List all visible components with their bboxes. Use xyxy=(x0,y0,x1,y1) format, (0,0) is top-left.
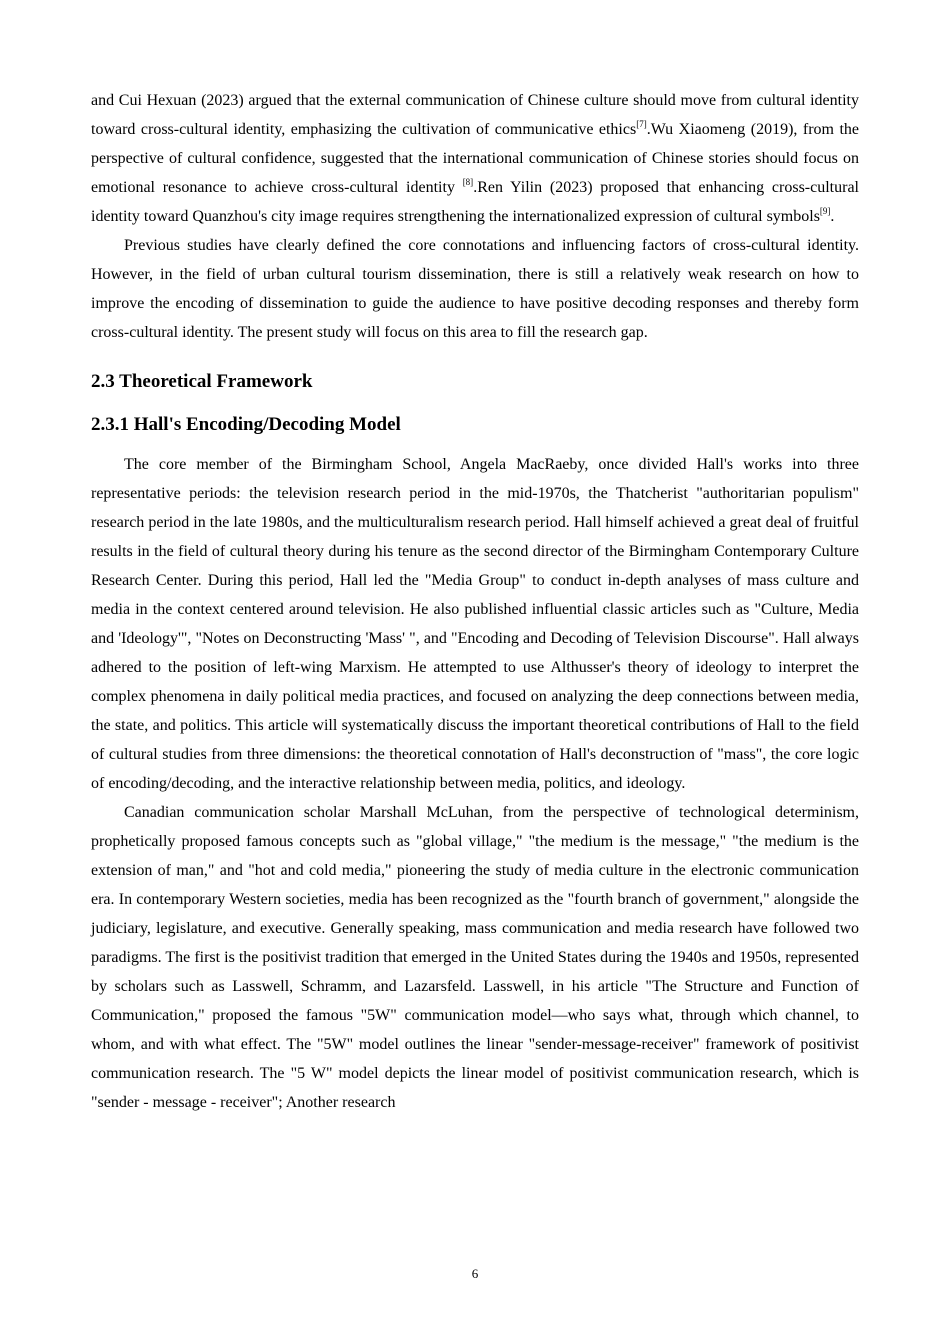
page-number: 6 xyxy=(471,1266,479,1281)
paragraph-hall-periods: The core member of the Birmingham School, Angela MacRaeby, once divided Hall's works into three representative periods: the television research period in the mid-1970s, the Thatcherist "authoritarian populism" research period in the late 1980s, and the multiculturalism research period. Hall himself achieved a great deal of fruitful results in the field of cultural theory during his tenure as the second director of the Birmingham Contemporary Culture Research Center. During this period, Hall led the "Media Group" to conduct in-depth analyses of mass culture and media in the context centered around television. He also published influential classic articles such as "Culture, Media and 'Ideology'", "Notes on Deconstructing 'Mass' ", and "Encoding and Decoding of Television Discourse". Hall always adhered to the position of left-wing Marxism. He attempted to use Althusser's theory of ideology to interpret the complex phenomena in daily political media practices, and focused on analyzing the deep connections between media, the state, and politics. This article will systematically discuss the important theoretical contributions of Hall to the field of cultural studies from three dimensions: the theoretical connotation of Hall's deconstruction of "mass", the core logic of encoding/decoding, and the interactive relationship between media, politics, and ideology. xyxy=(91,456,859,792)
citation-8: [8] xyxy=(462,177,474,187)
subsection-heading: 2.3.1 Hall's Encoding/Decoding Model xyxy=(91,414,401,435)
citation-7: [7] xyxy=(636,119,647,129)
paragraph-literature-review-end: and Cui Hexuan (2023) argued that the external communication of Chinese culture should move from cultural identity toward cross-cultural identity, emphasizing the cultivation of communicative ethics[7].Wu Xiaomeng (2019), from the perspective of cultural confidence, suggested that the international communication of Chinese stories should focus on emotional resonance to achieve cross-cultural identity [8].Ren Yilin (2023) proposed that enhancing cross-cultural identity toward Quanzhou's city image requires strengthening the internationalized expression of cultural symbols[9]. xyxy=(91,92,859,225)
section-heading: 2.3 Theoretical Framework xyxy=(91,371,313,392)
paragraph-mcluhan: Canadian communication scholar Marshall McLuhan, from the perspective of technological determinism, prophetically proposed famous concepts such as "global village," "the medium is the message," "the medium is the extension of man," and "hot and cold media," pioneering the study of media culture in the electronic communication era. In contemporary Western societies, media has been recognized as the "fourth branch of government," alongside the judiciary, legislature, and executive. Generally speaking, mass communication and media research have followed two paradigms. The first is the positivist tradition that emerged in the United States during the 1940s and 1950s, represented by scholars such as Lasswell, Schramm, and Lazarsfeld. Lasswell, in his article "The Structure and Function of Communication," proposed the famous "5W" communication model—who says what, through which channel, to whom, and with what effect. The "5W" model outlines the linear "sender-message-receiver" framework of positivist communication research. The "5 W" model depicts the linear model of positivist communication research, which is "sender - message - receiver"; Another research xyxy=(91,804,859,1111)
citation-9: [9] xyxy=(819,206,831,216)
document-page xyxy=(91,86,859,1117)
paragraph-research-gap: Previous studies have clearly defined the core connotations and influencing factors of cross-cultural identity. However, in the field of urban cultural tourism dissemination, there is still a relatively weak research on how to improve the encoding of dissemination to guide the audience to have positive decoding responses and thereby form cross-cultural identity. The present study will focus on this area to fill the research gap. xyxy=(91,237,859,341)
